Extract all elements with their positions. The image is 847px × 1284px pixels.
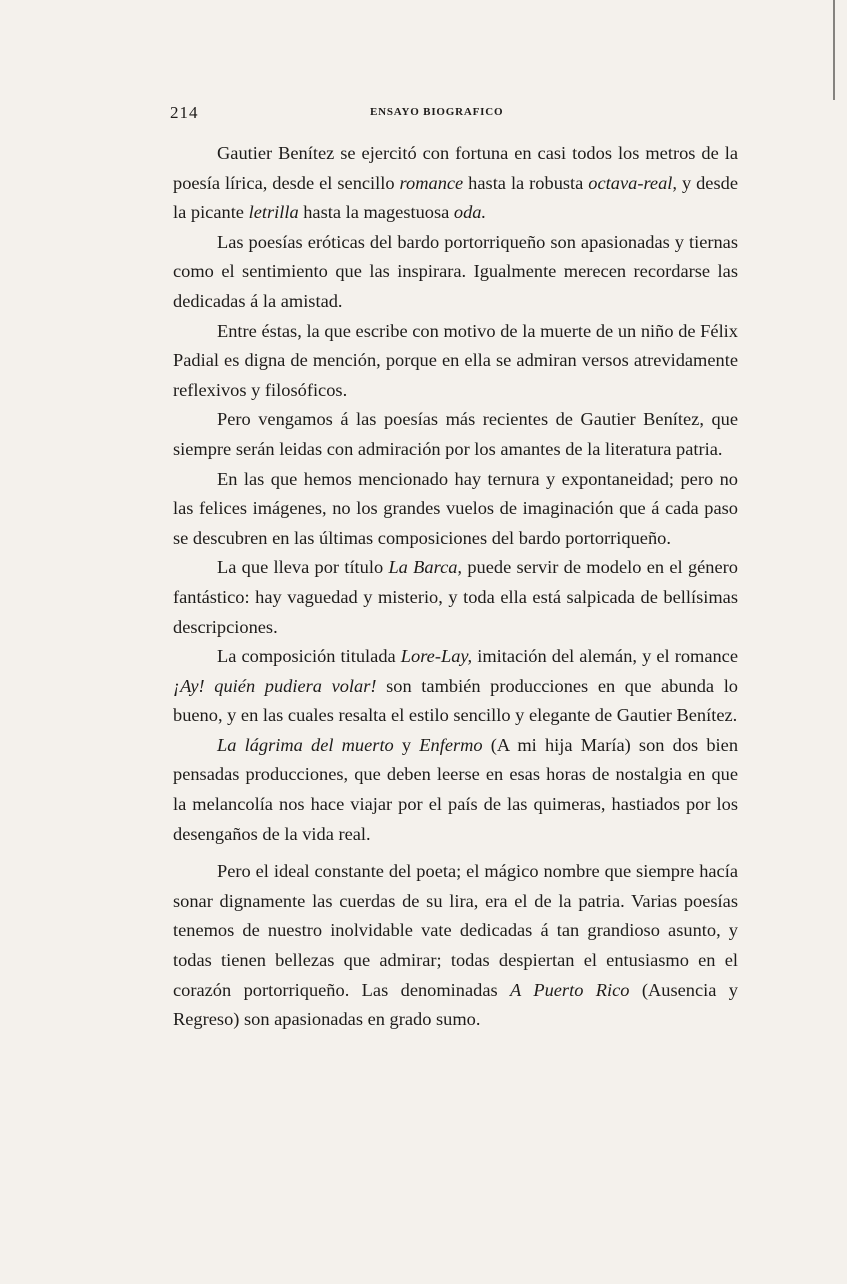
paragraph [173, 405, 738, 464]
text-run: La que lleva por título [217, 557, 389, 578]
text-run: hasta la robusta [463, 172, 589, 193]
text-run: En las que hemos mencionado hay ternura y expontaneidad; pero no las felices imágenes, no los grandes vuelos de imaginación que á cada paso se descubren en las últimas composiciones del bardo portorriqueño. [173, 468, 738, 548]
text-run: Las poesías eróticas del bardo portorriqueño son apasionadas y tiernas como el sentimiento que las inspirara. Igualmente merecen recordarse las dedicadas á la amistad. [173, 231, 738, 311]
page-header [170, 103, 740, 127]
italic-title-text: romance [399, 172, 464, 193]
text-run: hasta la magestuosa [298, 202, 454, 223]
text-run: imitación del alemán, y el romance [472, 646, 739, 667]
paragraph [173, 317, 738, 406]
text-run: puede servir de modelo en el género fantástico: hay vaguedad y misterio, y toda ella está salpicada de bellísimas descripciones. [173, 557, 738, 637]
italic-title-text: letrilla [248, 202, 299, 223]
italic-title-text: A Puerto Rico [510, 979, 630, 1000]
italic-title-text: La lágrima del muerto [217, 734, 394, 755]
text-run: Entre éstas, la que escribe con motivo de la muerte de un niño de Félix Padial es digna de mención, porque en ella se admiran versos atrevidamente reflexivos y filosóficos. [173, 320, 738, 400]
page-number: 214 [170, 103, 199, 122]
running-head: ENSAYO BIOGRAFICO [370, 106, 504, 118]
paragraph [173, 731, 738, 849]
paragraph [173, 642, 738, 731]
italic-title-text: ¡Ay! quién pudiera volar! [173, 675, 377, 696]
text-run: Pero vengamos á las poesías más recientes de Gautier Benítez, que siempre serán leidas con admiración por los amantes de la literatura patria. [173, 409, 738, 459]
text-run: Pero el ideal constante del poeta; el mágico nombre que siempre hacía sonar dignamente las cuerdas de su lira, era el de la patria. Varias poesías tenemos de nuestro inolvidable vate dedicadas á tan grandioso asunto, y todas tienen bellezas que admirar; todas despiertan el entusiasmo en el corazón portorriqueño. Las denominadas [173, 861, 738, 1000]
text-run: y desde la picante [173, 172, 738, 223]
text-run: (A mi hija María) son dos bien pensadas producciones, que deben leerse en esas horas de nostalgia en que la melancolía nos hace viajar por el país de las quimeras, hastiados por los desengaños de la vida real. [173, 734, 739, 844]
italic-title-text: oda. [453, 202, 487, 223]
paragraph [173, 465, 738, 554]
italic-title-text: Enfermo [419, 734, 483, 755]
paragraph [173, 857, 738, 1035]
text-run: Gautier Benítez se ejercitó con fortuna en casi todos los metros de la poesía lírica, desde el sencillo [173, 143, 738, 193]
text-run: y [393, 734, 420, 755]
paragraph [173, 139, 738, 228]
italic-title-text: octava-real, [588, 172, 677, 193]
paragraph [173, 553, 738, 642]
page-edge-line [833, 0, 835, 100]
text-run: son también producciones en que abunda lo bueno, y en las cuales resalta el estilo sencillo y elegante de Gautier Benítez. [173, 675, 738, 726]
body-text [173, 139, 738, 1035]
italic-title-text: La Barca, [388, 557, 463, 578]
text-run: La composición titulada [217, 646, 401, 667]
italic-title-text: Lore-Lay, [400, 646, 473, 667]
text-run: (Ausencia y Regreso) son apasionadas en grado sumo. [173, 979, 738, 1030]
paragraph [173, 228, 738, 317]
